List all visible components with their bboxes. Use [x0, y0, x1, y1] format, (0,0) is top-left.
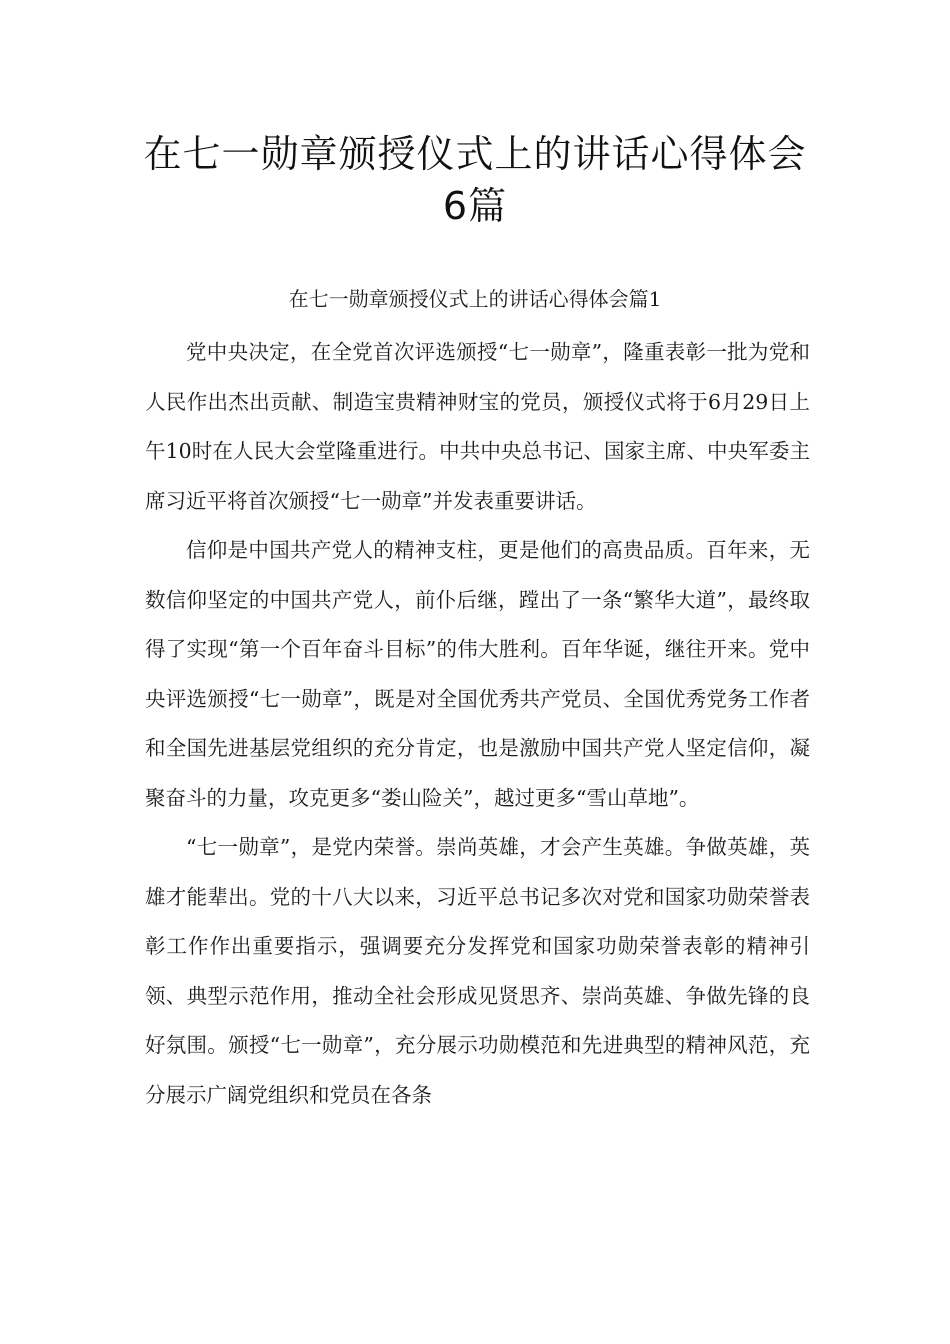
paragraph-1: 党中央决定，在全党首次评选颁授“七一勋章”，隆重表彰一批为党和人民作出杰出贡献、制造宝贵精神财宝的党员，颁授仪式将于6月29日上午10时在人民大会堂隆重进行。中共中央总书记、国家主席、中央军委主席习近平将首次颁授“七一勋章”并发表重要讲话。 [145, 340, 810, 513]
document-title-line-1: 在七一勋章颁授仪式上的讲话心得体会 [143, 132, 807, 176]
section-heading: 在七一勋章颁授仪式上的讲话心得体会篇1 [288, 287, 662, 311]
document-title [100, 128, 850, 232]
document-title-line-2: 6篇 [442, 184, 508, 228]
paragraph-3: “七一勋章”，是党内荣誉。崇尚英雄，才会产生英雄。争做英雄，英雄才能辈出。党的十八大以来，习近平总书记多次对党和国家功勋荣誉表彰工作作出重要指示，强调要充分发挥党和国家功勋荣誉表彰的精神引领、典型示范作用，推动全社会形成见贤思齐、崇尚英雄、争做先锋的良好氛围。颁授“七一勋章”，充分展示功勋模范和先进典型的精神风范，充分展示广阔党组织和党员在各条 [145, 835, 810, 1107]
paragraph-2: 信仰是中国共产党人的精神支柱，更是他们的高贵品质。百年来，无数信仰坚定的中国共产党人，前仆后继，蹚出了一条“繁华大道”，最终取得了实现“第一个百年奋斗目标”的伟大胜利。百年华诞，继往开来。党中央评选颁授“七一勋章”，既是对全国优秀共产党员、全国优秀党务工作者和全国先进基层党组织的充分肯定，也是激励中国共产党人坚定信仰，凝聚奋斗的力量，攻克更多“娄山险关”，越过更多“雪山草地”。 [145, 538, 810, 810]
document-body [145, 328, 810, 1120]
